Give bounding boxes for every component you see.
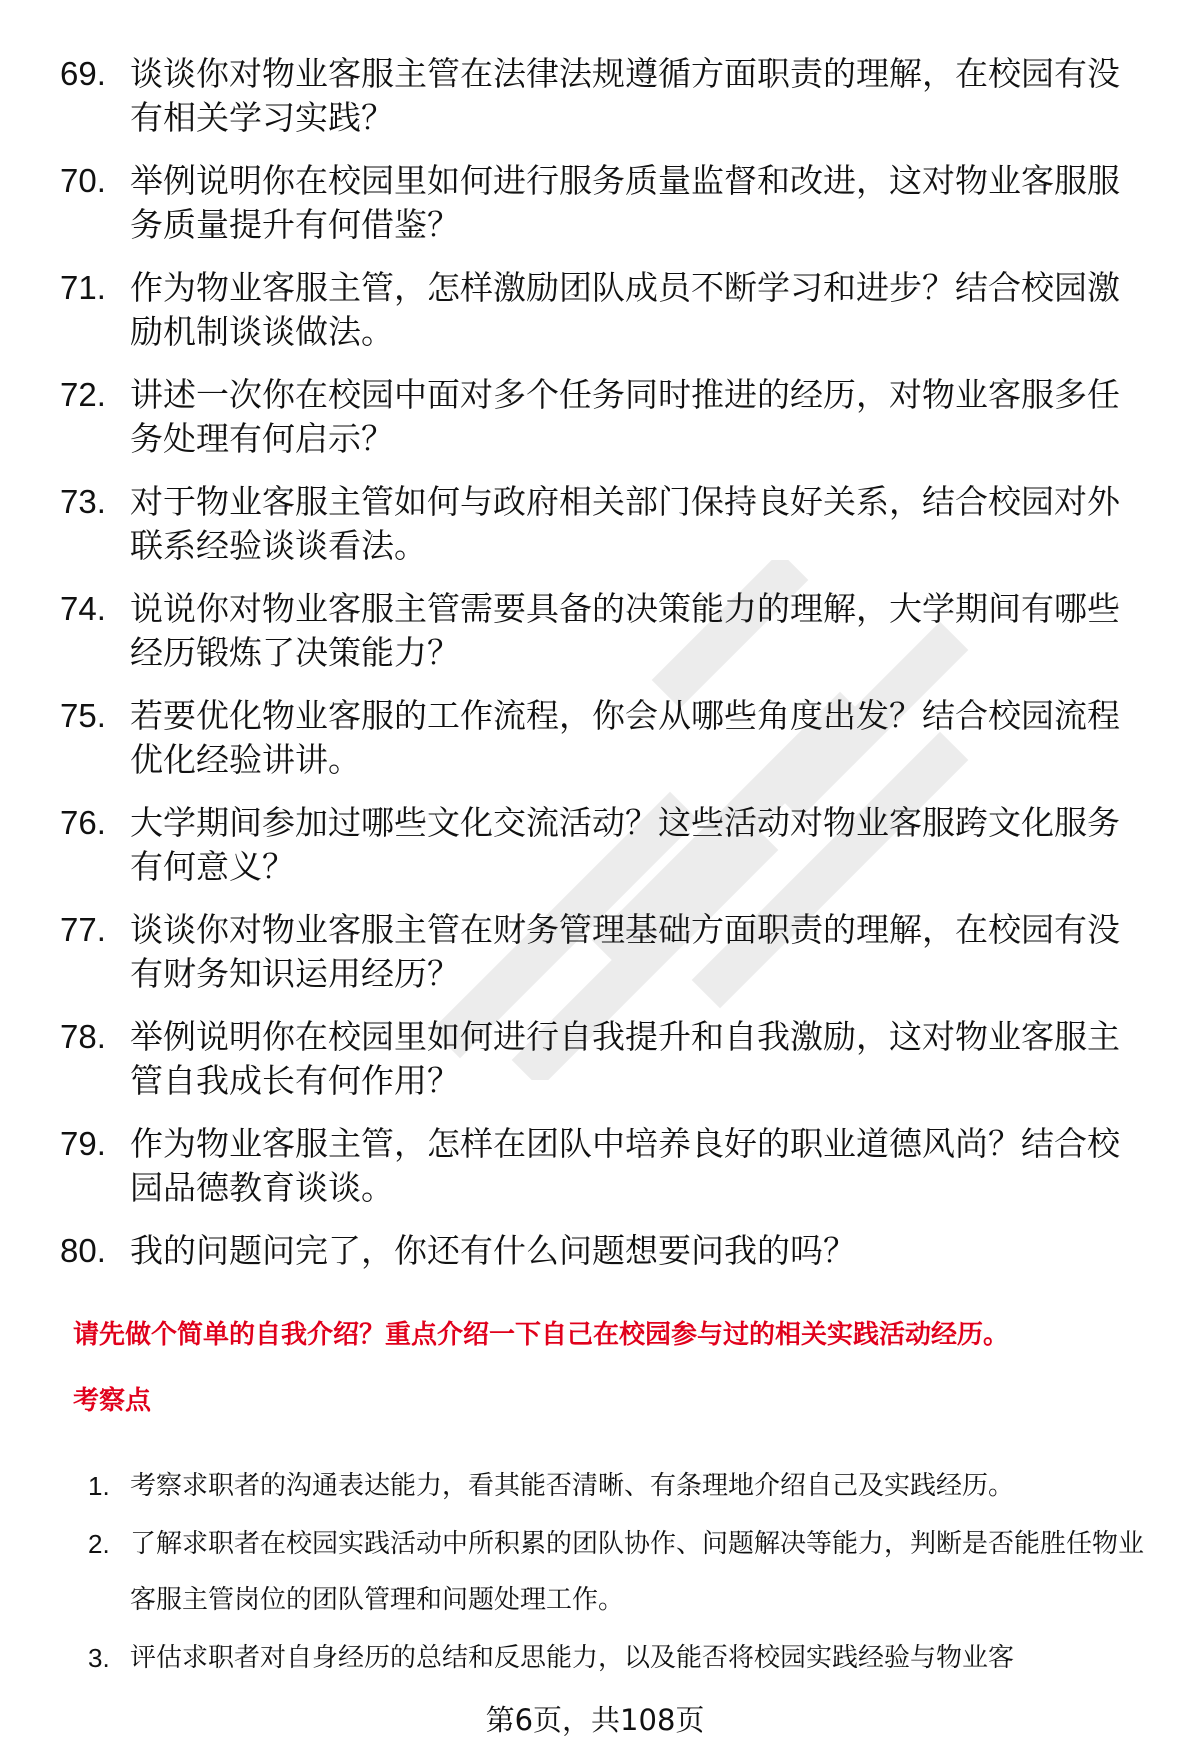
list-item xyxy=(60,1229,1145,1273)
answer-question-heading: 请先做个简单的自我介绍？重点介绍一下自己在校园参与过的相关实践活动经历。 xyxy=(73,1320,1010,1350)
point-number: 3. xyxy=(88,1643,110,1673)
question-number: 78. xyxy=(60,1018,106,1055)
page-footer: 第6页，共108页 xyxy=(485,1703,705,1737)
question-number: 76. xyxy=(60,804,106,841)
list-item xyxy=(60,1015,1145,1103)
list-item xyxy=(88,1458,1148,1514)
question-number: 77. xyxy=(60,911,106,948)
list-item xyxy=(60,1122,1145,1210)
question-number: 74. xyxy=(60,590,106,627)
question-text: 作为物业客服主管，怎样在团队中培养良好的职业道德风尚？结合校园品德教育谈谈。 xyxy=(130,1124,1120,1207)
question-number: 70. xyxy=(60,162,106,199)
list-item xyxy=(60,52,1145,140)
list-item xyxy=(60,159,1145,247)
point-number: 2. xyxy=(88,1529,110,1559)
question-text: 作为物业客服主管，怎样激励团队成员不断学习和进步？结合校园激励机制谈谈做法。 xyxy=(130,268,1120,351)
question-text: 举例说明你在校园里如何进行自我提升和自我激励，这对物业客服主管自我成长有何作用？ xyxy=(130,1017,1120,1100)
question-list xyxy=(60,52,1145,1292)
point-text: 了解求职者在校园实践活动中所积累的团队协作、问题解决等能力，判断是否能胜任物业客服主管岗位的团队管理和问题处理工作。 xyxy=(130,1529,1145,1615)
question-number: 80. xyxy=(60,1232,106,1269)
question-number: 69. xyxy=(60,55,106,92)
list-item xyxy=(60,801,1145,889)
assessment-points-list xyxy=(88,1458,1148,1688)
list-item xyxy=(88,1630,1148,1686)
list-item xyxy=(60,587,1145,675)
question-text: 讲述一次你在校园中面对多个任务同时推进的经历，对物业客服多任务处理有何启示？ xyxy=(130,375,1120,458)
question-text: 对于物业客服主管如何与政府相关部门保持良好关系，结合校园对外联系经验谈谈看法。 xyxy=(130,482,1120,565)
list-item xyxy=(60,266,1145,354)
list-item xyxy=(60,694,1145,782)
list-item xyxy=(60,373,1145,461)
question-number: 73. xyxy=(60,483,106,520)
question-number: 75. xyxy=(60,697,106,734)
assessment-points-label: 考察点 xyxy=(73,1386,152,1416)
question-text: 我的问题问完了，你还有什么问题想要问我的吗？ xyxy=(130,1231,856,1270)
point-text: 评估求职者对自身经历的总结和反思能力，以及能否将校园实践经验与物业客 xyxy=(130,1643,1015,1673)
question-text: 大学期间参加过哪些文化交流活动？这些活动对物业客服跨文化服务有何意义？ xyxy=(130,803,1120,886)
question-text: 谈谈你对物业客服主管在法律法规遵循方面职责的理解，在校园有没有相关学习实践？ xyxy=(130,54,1120,137)
list-item xyxy=(88,1516,1148,1628)
point-number: 1. xyxy=(88,1471,110,1501)
list-item xyxy=(60,908,1145,996)
question-text: 举例说明你在校园里如何进行服务质量监督和改进，这对物业客服服务质量提升有何借鉴？ xyxy=(130,161,1120,244)
question-number: 72. xyxy=(60,376,106,413)
list-item xyxy=(60,480,1145,568)
question-text: 说说你对物业客服主管需要具备的决策能力的理解，大学期间有哪些经历锻炼了决策能力？ xyxy=(130,589,1120,672)
question-number: 79. xyxy=(60,1125,106,1162)
point-text: 考察求职者的沟通表达能力，看其能否清晰、有条理地介绍自己及实践经历。 xyxy=(130,1471,1015,1501)
question-text: 若要优化物业客服的工作流程，你会从哪些角度出发？结合校园流程优化经验讲讲。 xyxy=(130,696,1120,779)
question-text: 谈谈你对物业客服主管在财务管理基础方面职责的理解，在校园有没有财务知识运用经历？ xyxy=(130,910,1120,993)
question-number: 71. xyxy=(60,269,106,306)
